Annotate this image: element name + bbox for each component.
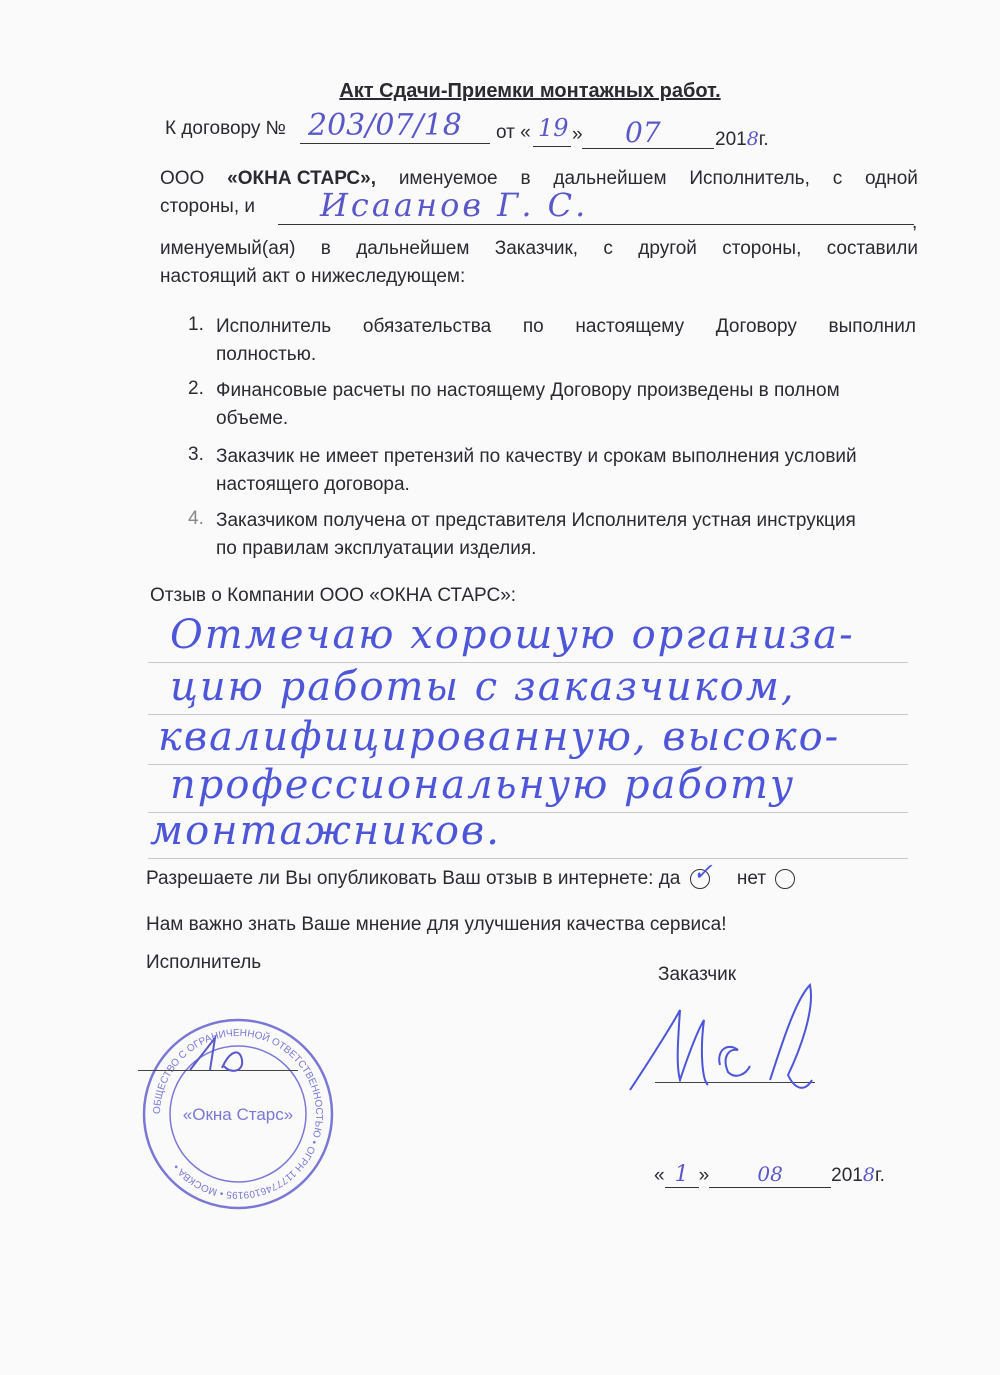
intro-line-2-suffix: , — [912, 212, 918, 233]
review-line-2: цию работы с заказчиком, — [170, 664, 796, 710]
publish-question — [146, 857, 795, 890]
intro-line-3-word: стороны, — [722, 238, 802, 259]
sigdate-day: 1 — [674, 1162, 689, 1187]
item-1-line-1-word: Договору — [715, 316, 797, 337]
publish-no-radio[interactable] — [775, 869, 795, 889]
item-1-line-1-word: обязательства — [362, 316, 492, 337]
intro-line-3-word: другой — [638, 238, 697, 259]
executor-label: Исполнитель — [146, 952, 262, 973]
review-line-5: монтажников. — [150, 808, 501, 854]
intro-line-3-word: именуемый(ая) — [160, 238, 296, 259]
stamp-center-text: «Окна Старс» — [182, 1105, 294, 1124]
closing-note: Нам важно знать Ваше мнение для улучшения качества сервиса! — [146, 914, 727, 935]
contract-day-underline — [533, 146, 571, 147]
item-4-line-2: по правилам эксплуатации изделия. — [216, 538, 537, 559]
review-rule-1 — [148, 662, 908, 663]
intro-line-3-word: Заказчик, — [494, 238, 579, 259]
intro-line-3-word: дальнейшем — [356, 238, 470, 259]
intro-line-3 — [160, 238, 918, 260]
sigdate-year-prefix: 201 — [831, 1165, 863, 1186]
customer-name-underline — [278, 224, 914, 225]
item-4-line-1: Заказчиком получена от представителя Исполнителя устная инструкция — [216, 510, 856, 531]
intro-line-3-word: в — [320, 238, 331, 259]
item-4-number: 4. — [188, 508, 204, 529]
sigdate-close: » — [698, 1165, 710, 1186]
contract-year-prefix: 201 — [715, 129, 747, 150]
item-2-line-2: объеме. — [216, 408, 289, 429]
intro-line-3-word: составили — [826, 238, 918, 259]
contract-day: 19 — [538, 114, 569, 142]
item-1-line-1-word: настоящему — [575, 316, 685, 337]
publish-question-text: Разрешаете ли Вы опубликовать Ваш отзыв в интернете: да — [146, 868, 681, 889]
check-mark-icon: ✓ — [692, 857, 713, 886]
title-text: Акт Сдачи-Приемки монтажных работ. — [339, 80, 721, 102]
item-1-line-1-word: Исполнитель — [216, 316, 332, 337]
review-line-1: Отмечаю хорошую организа- — [170, 612, 855, 658]
intro-line-1-word: именуемое — [398, 168, 498, 189]
sigdate-year-suffix: г. — [874, 1165, 885, 1186]
customer-label: Заказчик — [658, 964, 737, 985]
document-title — [0, 80, 1000, 103]
contract-prefix: К договору № — [165, 118, 287, 139]
review-rule-5 — [148, 858, 908, 859]
review-line-3: квалифицированную, высоко- — [158, 714, 841, 760]
intro-line-1-word: Исполнитель, — [689, 168, 810, 189]
item-1-number: 1. — [188, 314, 204, 335]
intro-line-1-word: ООО — [160, 168, 205, 189]
contract-year — [715, 128, 769, 151]
publish-yes-radio[interactable] — [690, 857, 713, 889]
item-3-line-2: настоящего договора. — [216, 474, 410, 495]
intro-line-1-word: с — [832, 168, 843, 189]
item-1-line-1-word: по — [522, 316, 544, 337]
customer-name: Исаанов Г. С. — [320, 186, 589, 224]
item-1-line-1-word: выполнил — [828, 316, 916, 337]
review-label: Отзыв о Компании ООО «ОКНА СТАРС»: — [150, 585, 517, 606]
item-3-number: 3. — [188, 444, 204, 465]
item-2-line-1: Финансовые расчеты по настоящему Договору произведены в полном — [216, 380, 840, 401]
sigdate-open: « — [654, 1165, 665, 1186]
contract-year-suffix: г. — [758, 129, 769, 150]
customer-signature — [620, 980, 820, 1110]
sigdate-month: 08 — [757, 1162, 783, 1186]
review-line-4: профессиональную работу — [170, 762, 796, 808]
intro-line-4: настоящий акт о нижеследующем: — [160, 266, 466, 287]
contract-number: 203/07/18 — [308, 108, 462, 143]
item-2-number: 2. — [188, 378, 204, 399]
intro-line-1-word: «ОКНА СТАРС», — [227, 168, 376, 189]
intro-line-3-word: с — [603, 238, 613, 259]
item-1-line-2: полностью. — [216, 344, 317, 365]
item-1-line-1 — [216, 316, 916, 338]
intro-line-2-prefix: стороны, и — [160, 196, 256, 217]
stamp-ring-textpath: ОБЩЕСТВО С ОГРАНИЧЕННОЙ ОТВЕТСТВЕННОСТЬЮ • ОГРН 1177746109195 • МОСКВА • — [151, 1027, 325, 1201]
item-3-line-1: Заказчик не имеет претензий по качеству и срокам выполнения условий — [216, 446, 857, 467]
contract-number-underline — [300, 143, 490, 144]
contract-day-close: » — [572, 124, 583, 145]
contract-year-digit: 8 — [746, 128, 759, 150]
intro-line-1-word: в — [520, 168, 531, 189]
publish-no-label: нет — [736, 868, 767, 889]
signature-date — [654, 1162, 885, 1188]
intro-line-1-word: дальнейшем — [553, 168, 667, 189]
intro-line-1-word: одной — [865, 168, 918, 189]
contract-month: 07 — [625, 116, 661, 149]
executor-signature — [180, 1030, 270, 1080]
sigdate-year-digit: 8 — [862, 1164, 875, 1186]
contract-from: от « — [496, 122, 531, 143]
